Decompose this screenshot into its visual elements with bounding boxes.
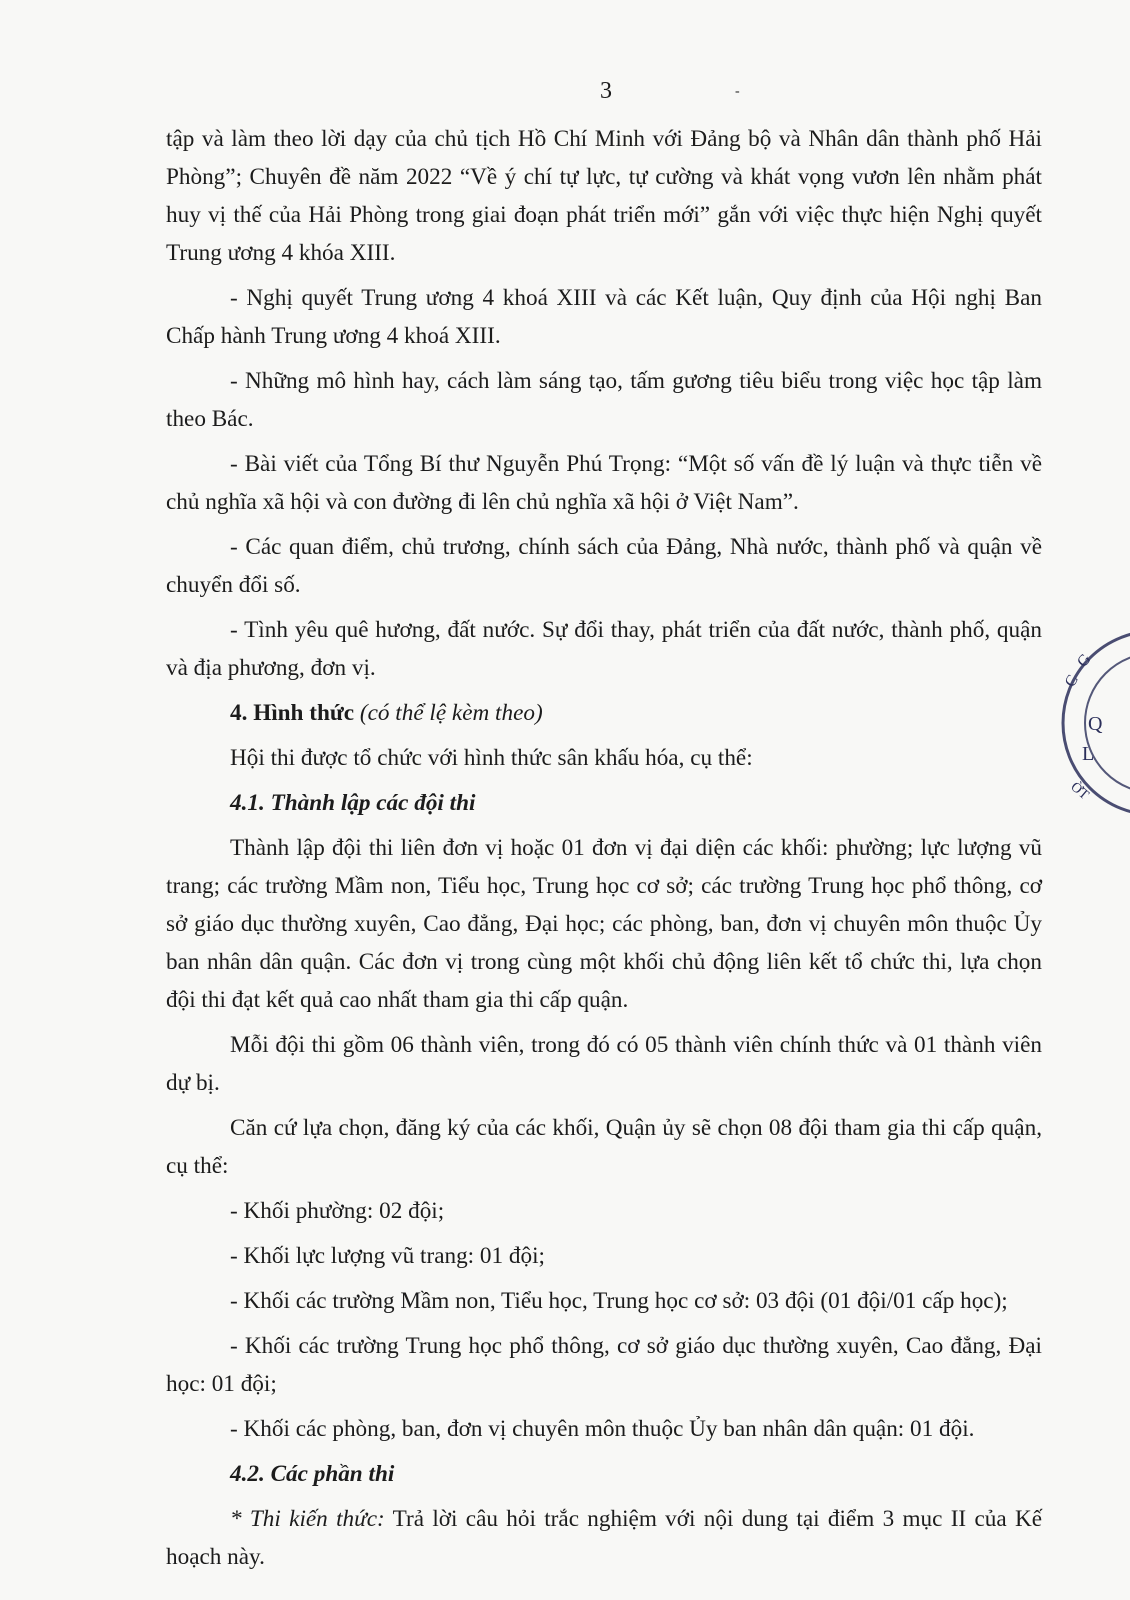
bullet-item: - Bài viết của Tổng Bí thư Nguyễn Phú Trọng: “Một số vấn đề lý luận và thực tiễn về chủ nghĩa xã hội và con đường đi lên chủ nghĩa xã hội ở Việt Nam”. [166,451,1042,515]
svg-text:G: G [1074,650,1095,671]
paragraph-rest: Trả lời câu hỏi trắc nghiệm với nội dung tại điểm 3 mục II của Kế hoạch này. [166,1506,1042,1570]
bullet-item: - Khối phường: 02 đội; [230,1198,445,1224]
paragraph: Mỗi đội thi gồm 06 thành viên, trong đó có 05 thành viên chính thức và 01 thành viên dự bị. [166,1032,1042,1096]
page-mark: - [735,84,740,99]
bullet-item: - Khối các phòng, ban, đơn vị chuyên môn thuộc Ủy ban nhân dân quận: 01 đội. [230,1416,975,1442]
bullet-item: - Khối các trường Trung học phổ thông, cơ sở giáo dục thường xuyên, Cao đẳng, Đại học: 01 đội; [166,1333,1042,1397]
bullet-item: - Nghị quyết Trung ương 4 khoá XIII và các Kết luận, Quy định của Hội nghị Ban Chấp hành Trung ương 4 khoá XIII. [166,285,1042,349]
section-heading [166,694,1042,732]
subsection-heading [166,784,1042,822]
subsection-title: 4.1. Thành lập các đội thi [230,790,476,816]
bullet-item: - Khối các trường Mầm non, Tiểu học, Trung học cơ sở: 03 đội (01 đội/01 cấp học); [230,1288,1008,1314]
seal-stamp [1060,628,1130,828]
bullet-item: - Tình yêu quê hương, đất nước. Sự đổi thay, phát triển của đất nước, thành phố, quận và địa phương, đơn vị. [166,617,1042,681]
paragraph: Thành lập đội thi liên đơn vị hoặc 01 đơn vị đại diện các khối: phường; lực lượng vũ trang; các trường Mầm non, Tiểu học, Trung học cơ sở; các trường Trung học phổ thông, cơ sở giáo dục thường xuyên, Cao đẳng, Đại học; các phòng, ban, đơn vị chuyên môn thuộc Ủy ban nhân dân quận. Các đơn vị trong cùng một khối chủ động liên kết tổ chức thi, lựa chọn đội thi đạt kết quả cao nhất tham gia thi cấp quận. [166,835,1042,1013]
section-title: 4. Hình thức [230,700,355,726]
paragraph-lead: * Thi kiến thức: [230,1506,385,1532]
svg-text:L: L [1082,743,1095,765]
paragraph: Hội thi được tổ chức với hình thức sân khấu hóa, cụ thể: [230,745,753,771]
svg-text:Q: Q [1088,713,1103,735]
bullet-item: - Khối lực lượng vũ trang: 01 đội; [230,1243,545,1269]
bullet-item: - Các quan điểm, chủ trương, chính sách của Đảng, Nhà nước, thành phố và quận về chuyển đổi số. [166,534,1042,598]
subsection-heading [166,1455,1042,1493]
subsection-title: 4.2. Các phần thi [230,1461,395,1487]
paragraph: Căn cứ lựa chọn, đăng ký của các khối, Quận ủy sẽ chọn 08 đội tham gia thi cấp quận, cụ thể: [166,1115,1042,1179]
document-body [166,120,1042,1583]
paragraph: tập và làm theo lời dạy của chủ tịch Hồ Chí Minh với Đảng bộ và Nhân dân thành phố Hải Phòng”; Chuyên đề năm 2022 “Về ý chí tự lực, tự cường và khát vọng vươn lên nhằm phát huy vị thế của Hải Phòng trong giai đoạn phát triển mới” gắn với việc thực hiện Nghị quyết Trung ương 4 khóa XIII. [166,126,1042,266]
bullet-item: - Những mô hình hay, cách làm sáng tạo, tấm gương tiêu biểu trong việc học tập làm theo Bác. [166,368,1042,432]
svg-text:ỜT: ỜT [1067,779,1092,804]
paragraph [166,1500,1042,1576]
svg-text:C: C [1061,672,1082,690]
page-number: 3 [600,78,612,104]
section-note: (có thể lệ kèm theo) [359,700,543,726]
